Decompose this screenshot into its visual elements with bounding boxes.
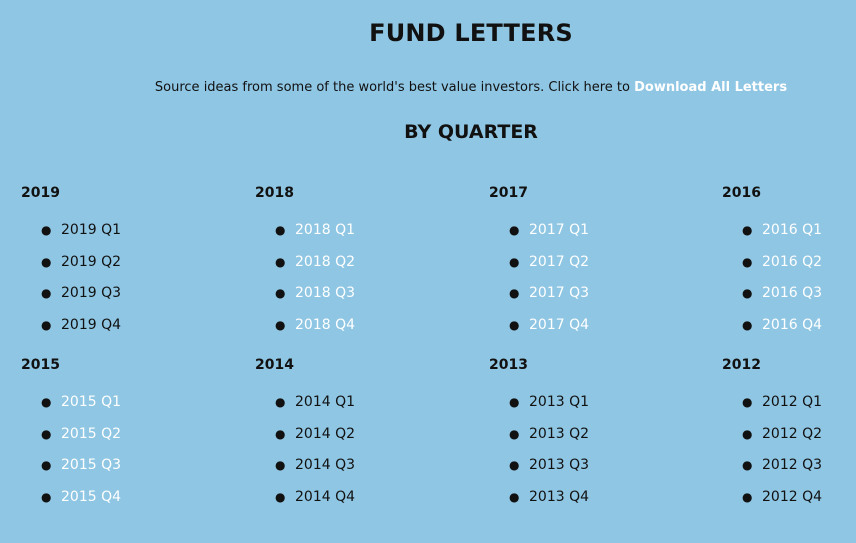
quarter-link[interactable]: 2015 Q3 bbox=[61, 457, 122, 473]
bullet-icon: ● bbox=[275, 489, 286, 504]
quarter-link[interactable]: 2017 Q2 bbox=[529, 253, 590, 270]
quarter-link[interactable]: 2018 Q1 bbox=[295, 222, 356, 238]
list-item bbox=[41, 392, 121, 424]
list-item bbox=[742, 252, 822, 284]
bullet-icon: ● bbox=[41, 489, 52, 504]
year-heading: 2015 bbox=[21, 357, 60, 373]
bullet-icon: ● bbox=[509, 317, 520, 332]
section-title: BY QUARTER bbox=[404, 121, 538, 143]
intro-sentence: Source ideas from some of the world's best value investors. Click here to bbox=[154, 80, 635, 95]
year-block-2018 bbox=[255, 184, 455, 333]
quarter-link[interactable]: 2013 Q2 bbox=[529, 425, 590, 442]
quarter-link[interactable]: 2019 Q4 bbox=[61, 316, 122, 333]
list-item bbox=[509, 283, 589, 315]
quarter-link[interactable]: 2018 Q4 bbox=[295, 316, 356, 333]
quarter-list bbox=[275, 220, 355, 346]
list-item bbox=[742, 315, 822, 347]
bullet-icon: ● bbox=[509, 395, 520, 409]
quarter-link[interactable]: 2019 Q1 bbox=[61, 222, 122, 238]
bullet-icon: ● bbox=[41, 458, 52, 472]
quarter-link[interactable]: 2014 Q2 bbox=[295, 425, 356, 442]
bullet-icon: ● bbox=[509, 489, 520, 504]
list-item bbox=[742, 283, 822, 315]
year-heading: 2019 bbox=[21, 185, 60, 201]
list-item bbox=[742, 487, 822, 519]
list-item bbox=[742, 455, 822, 487]
quarter-link[interactable]: 2019 Q2 bbox=[61, 253, 122, 270]
bullet-icon: ● bbox=[275, 254, 286, 269]
quarter-link[interactable]: 2019 Q3 bbox=[61, 285, 122, 301]
list-item bbox=[275, 315, 355, 347]
bullet-icon: ● bbox=[742, 254, 753, 269]
year-heading: 2013 bbox=[489, 357, 528, 373]
list-item bbox=[509, 392, 589, 424]
year-block-2015 bbox=[21, 356, 221, 505]
list-item bbox=[509, 455, 589, 487]
bullet-icon: ● bbox=[742, 223, 753, 237]
list-item bbox=[509, 487, 589, 519]
year-heading: 2016 bbox=[722, 185, 761, 201]
list-item bbox=[742, 392, 822, 424]
list-item bbox=[41, 283, 121, 315]
quarter-link[interactable]: 2014 Q1 bbox=[295, 394, 356, 410]
list-item bbox=[275, 392, 355, 424]
bullet-icon: ● bbox=[742, 286, 753, 300]
intro-text bbox=[0, 80, 856, 95]
quarter-list bbox=[41, 220, 121, 346]
bullet-icon: ● bbox=[742, 458, 753, 472]
quarter-link[interactable]: 2014 Q3 bbox=[295, 457, 356, 473]
bullet-icon: ● bbox=[742, 317, 753, 332]
quarter-link[interactable]: 2017 Q3 bbox=[529, 285, 590, 301]
bullet-icon: ● bbox=[742, 489, 753, 504]
download-all-letters-link[interactable]: Download All Letters bbox=[634, 80, 788, 95]
quarter-list bbox=[509, 392, 589, 518]
list-item bbox=[509, 252, 589, 284]
quarter-list bbox=[275, 392, 355, 518]
year-block-2019 bbox=[21, 184, 221, 333]
bullet-icon: ● bbox=[41, 286, 52, 300]
quarter-link[interactable]: 2015 Q1 bbox=[61, 394, 122, 410]
bullet-icon: ● bbox=[742, 395, 753, 409]
year-heading: 2012 bbox=[722, 357, 761, 373]
quarter-link[interactable]: 2012 Q3 bbox=[762, 457, 823, 473]
bullet-icon: ● bbox=[275, 286, 286, 300]
quarter-link[interactable]: 2018 Q2 bbox=[295, 253, 356, 270]
year-block-2014 bbox=[255, 356, 455, 505]
bullet-icon: ● bbox=[41, 317, 52, 332]
year-block-2013 bbox=[489, 356, 689, 505]
bullet-icon: ● bbox=[41, 254, 52, 269]
bullet-icon: ● bbox=[509, 426, 520, 441]
bullet-icon: ● bbox=[275, 223, 286, 237]
bullet-icon: ● bbox=[509, 458, 520, 472]
quarter-link[interactable]: 2017 Q1 bbox=[529, 222, 590, 238]
list-item bbox=[509, 220, 589, 252]
list-item bbox=[509, 315, 589, 347]
bullet-icon: ● bbox=[275, 395, 286, 409]
list-item bbox=[41, 220, 121, 252]
bullet-icon: ● bbox=[275, 426, 286, 441]
quarter-link[interactable]: 2012 Q4 bbox=[762, 488, 823, 505]
list-item bbox=[41, 424, 121, 456]
year-heading: 2014 bbox=[255, 357, 294, 373]
quarter-link[interactable]: 2016 Q4 bbox=[762, 316, 823, 333]
list-item bbox=[41, 252, 121, 284]
quarter-link[interactable]: 2013 Q3 bbox=[529, 457, 590, 473]
bullet-icon: ● bbox=[509, 254, 520, 269]
list-item bbox=[275, 252, 355, 284]
quarter-link[interactable]: 2014 Q4 bbox=[295, 488, 356, 505]
bullet-icon: ● bbox=[509, 286, 520, 300]
quarter-list bbox=[742, 220, 822, 346]
list-item bbox=[742, 424, 822, 456]
year-heading: 2018 bbox=[255, 185, 294, 201]
year-block-2012 bbox=[722, 356, 856, 505]
bullet-icon: ● bbox=[41, 426, 52, 441]
quarter-link[interactable]: 2017 Q4 bbox=[529, 316, 590, 333]
quarter-list bbox=[742, 392, 822, 518]
quarter-link[interactable]: 2016 Q3 bbox=[762, 285, 823, 301]
list-item bbox=[742, 220, 822, 252]
quarter-link[interactable]: 2016 Q1 bbox=[762, 222, 823, 238]
list-item bbox=[275, 487, 355, 519]
list-item bbox=[275, 283, 355, 315]
quarter-link[interactable]: 2015 Q4 bbox=[61, 488, 122, 505]
bullet-icon: ● bbox=[41, 395, 52, 409]
list-item bbox=[41, 455, 121, 487]
list-item bbox=[509, 424, 589, 456]
list-item bbox=[275, 455, 355, 487]
list-item bbox=[275, 220, 355, 252]
quarter-link[interactable]: 2012 Q2 bbox=[762, 425, 823, 442]
list-item bbox=[41, 487, 121, 519]
quarter-link[interactable]: 2016 Q2 bbox=[762, 253, 823, 270]
list-item bbox=[275, 424, 355, 456]
year-block-2016 bbox=[722, 184, 856, 333]
bullet-icon: ● bbox=[742, 426, 753, 441]
year-heading: 2017 bbox=[489, 185, 528, 201]
quarter-link[interactable]: 2018 Q3 bbox=[295, 285, 356, 301]
quarter-list bbox=[41, 392, 121, 518]
bullet-icon: ● bbox=[41, 223, 52, 237]
quarter-link[interactable]: 2012 Q1 bbox=[762, 394, 823, 410]
quarter-link[interactable]: 2013 Q4 bbox=[529, 488, 590, 505]
bullet-icon: ● bbox=[509, 223, 520, 237]
bullet-icon: ● bbox=[275, 458, 286, 472]
quarter-list bbox=[509, 220, 589, 346]
year-block-2017 bbox=[489, 184, 689, 333]
quarter-link[interactable]: 2015 Q2 bbox=[61, 425, 122, 442]
quarter-link[interactable]: 2013 Q1 bbox=[529, 394, 590, 410]
bullet-icon: ● bbox=[275, 317, 286, 332]
page-title: FUND LETTERS bbox=[369, 19, 573, 47]
list-item bbox=[41, 315, 121, 347]
